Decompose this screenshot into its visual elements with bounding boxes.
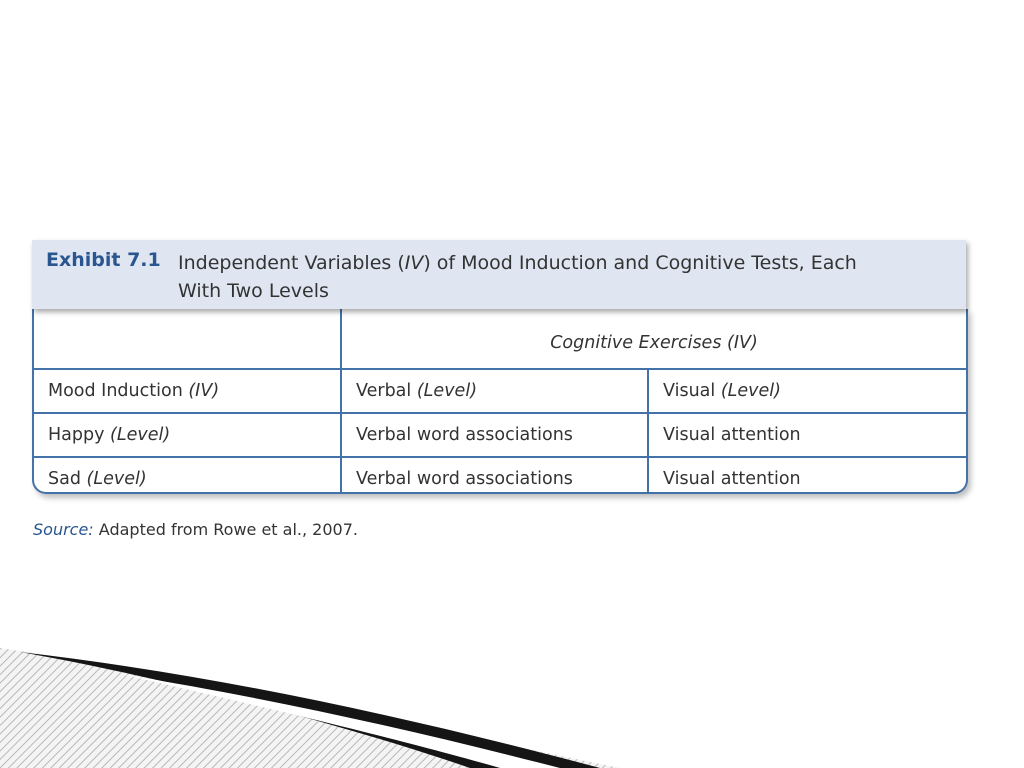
column-group-header-text: Cognitive Exercises: [550, 332, 722, 353]
table-cell: Verbal word associations: [341, 457, 648, 494]
column-group-header-suffix: (IV): [727, 332, 758, 353]
table-cell: Verbal word associations: [341, 413, 648, 457]
table-cell: Mood Induction (IV): [34, 369, 341, 413]
table-cell: Sad (Level): [34, 457, 341, 494]
exhibit-label: Exhibit 7.1: [46, 249, 161, 271]
source-text: Adapted from Rowe et al., 2007.: [98, 520, 358, 539]
table-row: [34, 457, 966, 494]
exhibit-header: [32, 240, 966, 309]
table-row: [34, 413, 966, 457]
table-cell: Happy (Level): [34, 413, 341, 457]
table-cell: Visual attention: [663, 469, 801, 489]
exhibit-title-line2: With Two Levels: [178, 280, 329, 302]
source-note: [33, 520, 358, 539]
table-corner-cell: [34, 309, 341, 369]
table-row: [34, 309, 966, 369]
table-cell: Visual attention: [648, 413, 966, 457]
table-row: [34, 369, 966, 413]
decorative-swoosh: [0, 640, 1024, 768]
exhibit-title-part2: ) of Mood Induction and Cognitive Tests, Each: [423, 252, 857, 274]
exhibit-title-part1: Independent Variables (: [178, 252, 405, 274]
column-group-header: [341, 309, 966, 369]
exhibit-table: [32, 309, 968, 494]
exhibit-title-iv: IV: [404, 252, 424, 274]
source-label: Source:: [33, 520, 94, 539]
table-cell: Visual (Level): [648, 369, 966, 413]
table-cell: Verbal (Level): [341, 369, 648, 413]
exhibit-title: [178, 249, 938, 305]
